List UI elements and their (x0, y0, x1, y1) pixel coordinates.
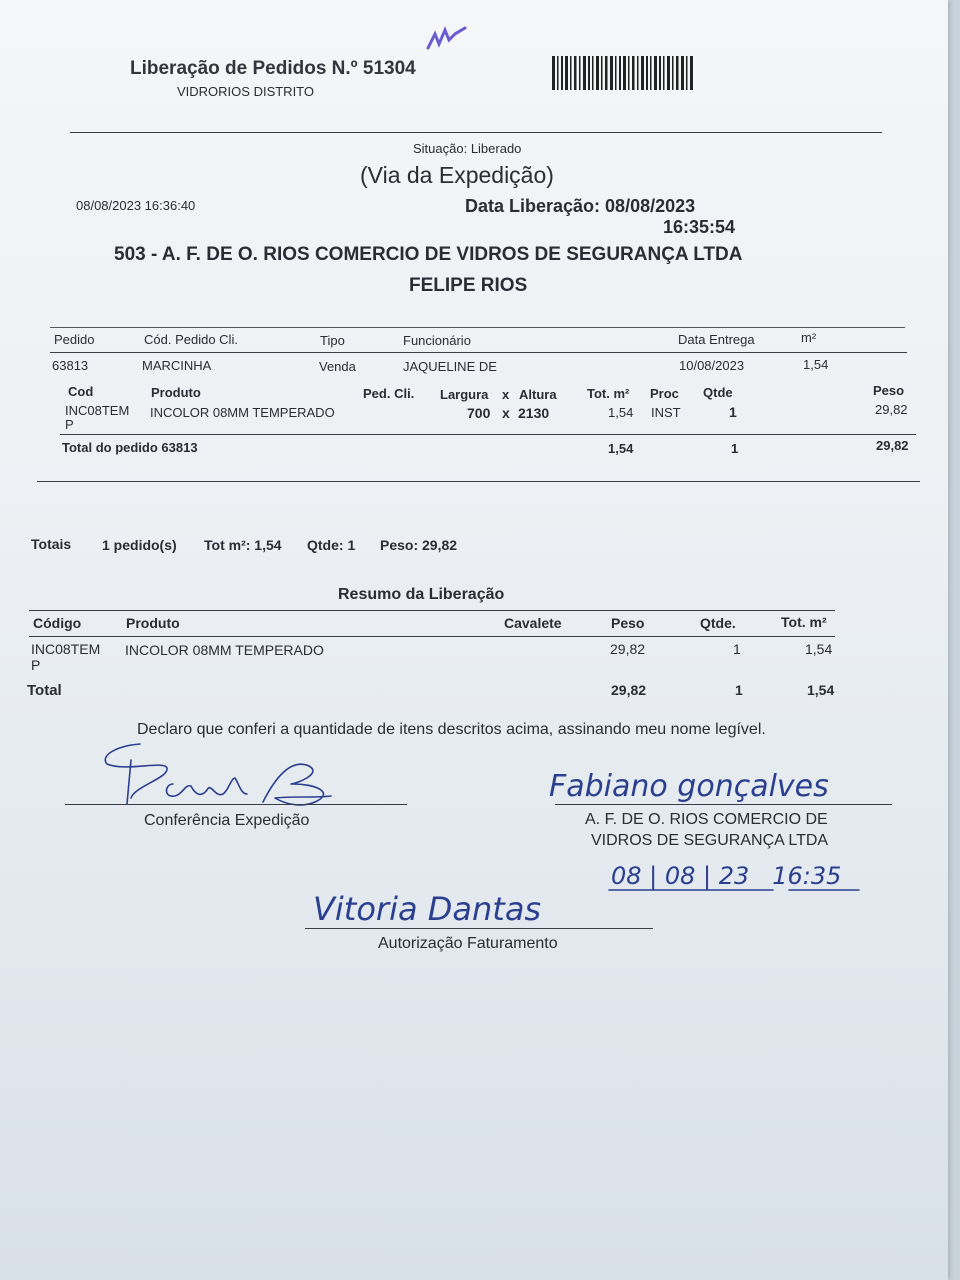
col-header-tipo: Tipo (320, 333, 345, 348)
handwritten-date (605, 858, 875, 894)
item-proc: INST (651, 405, 681, 420)
order-table-top-line (50, 327, 905, 328)
authorization-line (305, 928, 653, 929)
col-header-pedido: Pedido (54, 332, 95, 347)
company-signature-line (555, 804, 892, 805)
conferencia-line (65, 804, 407, 805)
declaration-text: Declaro que conferi a quantidade de itens descritos acima, assinando meu nome legível. (137, 721, 766, 738)
item-header-peso: Peso (873, 383, 905, 398)
via-title: (Via da Expedição) (360, 162, 554, 188)
item-header-x: x (502, 387, 510, 402)
col-header-m2: m² (801, 330, 817, 345)
order-data-entrega: 10/08/2023 (679, 358, 745, 373)
summary-qtde: 1 (733, 641, 741, 657)
totals-qtde: Qtde: 1 (307, 537, 356, 553)
order-total-label: Total do pedido 63813 (62, 440, 198, 455)
summary-produto: INCOLOR 08MM TEMPERADO (125, 642, 324, 658)
summary-peso: 29,82 (610, 641, 646, 657)
handwritten-mark (425, 22, 475, 54)
summary-header-tot-m2: Tot. m² (781, 614, 827, 630)
order-funcionario: JAQUELINE DE (403, 359, 497, 374)
summary-codigo-line2: P (31, 657, 41, 673)
item-produto: INCOLOR 08MM TEMPERADO (150, 405, 335, 420)
summary-codigo-line1: INC08TEM (31, 641, 101, 657)
order-m2: 1,54 (803, 357, 829, 372)
item-header-proc: Proc (650, 386, 679, 401)
item-altura: 2130 (518, 405, 550, 421)
col-header-cod-pedido-cli: Cód. Pedido Cli. (144, 332, 238, 347)
item-header-cod: Cod (68, 384, 94, 399)
item-cod-line2: P (65, 417, 74, 432)
summary-total-qtde: 1 (735, 682, 743, 698)
col-header-funcionario: Funcionário (403, 333, 471, 348)
item-header-qtde: Qtde (703, 385, 733, 400)
item-header-largura: Largura (440, 387, 489, 402)
conferencia-label: Conferência Expedição (144, 812, 310, 829)
item-header-ped-cli: Ped. Cli. (363, 386, 415, 401)
item-cod-line1: INC08TEM (65, 403, 130, 418)
order-table-bottom-line (37, 481, 920, 482)
authorization-label: Autorização Faturamento (378, 935, 558, 952)
totals-label: Totais (31, 536, 72, 552)
conferencia-signature (95, 738, 345, 810)
company-name: VIDRORIOS DISTRITO (177, 84, 314, 99)
handwritten-name-right (545, 758, 855, 808)
summary-total-tot-m2: 1,54 (807, 682, 835, 698)
document-title: Liberação de Pedidos N.º 51304 (130, 58, 416, 79)
order-total-line (60, 434, 916, 435)
totals-peso: Peso: 29,82 (380, 537, 458, 553)
summary-header-line (29, 636, 835, 637)
summary-header-produto: Produto (126, 615, 180, 631)
item-peso: 29,82 (875, 402, 908, 417)
handwritten-name-bottom (305, 884, 635, 932)
order-total-m2: 1,54 (608, 441, 634, 456)
client-line: 503 - A. F. DE O. RIOS COMERCIO DE VIDROS DE SEGURANÇA LTDA (114, 244, 743, 265)
summary-total-label: Total (27, 682, 62, 699)
barcode-image (552, 56, 694, 90)
client-contact: FELIPE RIOS (409, 275, 528, 296)
col-header-data-entrega: Data Entrega (678, 332, 755, 347)
summary-total-peso: 29,82 (611, 682, 647, 698)
print-datetime: 08/08/2023 16:36:40 (76, 198, 196, 213)
item-x: x (502, 405, 510, 421)
summary-header-codigo: Código (33, 615, 82, 631)
summary-header-qtde: Qtde. (700, 615, 736, 631)
item-header-tot-m2: Tot. m² (587, 386, 630, 401)
handwritten-name-right-text: Fabiano gonçalves (549, 769, 829, 804)
summary-title: Resumo da Liberação (338, 586, 505, 603)
handwritten-name-bottom-text: Vitoria Dantas (313, 890, 542, 928)
release-time: 16:35:54 (663, 217, 736, 237)
totals-pedidos: 1 pedido(s) (102, 537, 177, 553)
summary-header-peso: Peso (611, 615, 645, 631)
order-total-peso: 29,82 (876, 438, 909, 453)
order-total-qtde: 1 (731, 441, 739, 456)
totals-tot-m2: Tot m²: 1,54 (204, 537, 282, 553)
header-divider (70, 132, 882, 133)
order-tipo: Venda (319, 359, 356, 374)
item-tot-m2: 1,54 (608, 405, 634, 420)
summary-header-cavalete: Cavalete (504, 615, 562, 631)
order-header-line (50, 352, 907, 353)
summary-tot-m2: 1,54 (805, 641, 833, 657)
order-pedido: 63813 (52, 358, 89, 373)
item-header-produto: Produto (151, 385, 201, 400)
item-qtde: 1 (729, 404, 737, 420)
item-largura: 700 (467, 405, 491, 421)
situation-text: Situação: Liberado (413, 141, 522, 156)
summary-top-line (29, 610, 835, 611)
company-line-1: A. F. DE O. RIOS COMERCIO DE (585, 811, 828, 828)
release-date: Data Liberação: 08/08/2023 (465, 196, 696, 216)
company-line-2: VIDROS DE SEGURANÇA LTDA (591, 832, 829, 849)
order-cod-pedido-cli: MARCINHA (142, 358, 212, 373)
item-header-altura: Altura (519, 387, 557, 402)
handwritten-date-text: 08 | 08 | 23 16:35 (611, 862, 842, 890)
